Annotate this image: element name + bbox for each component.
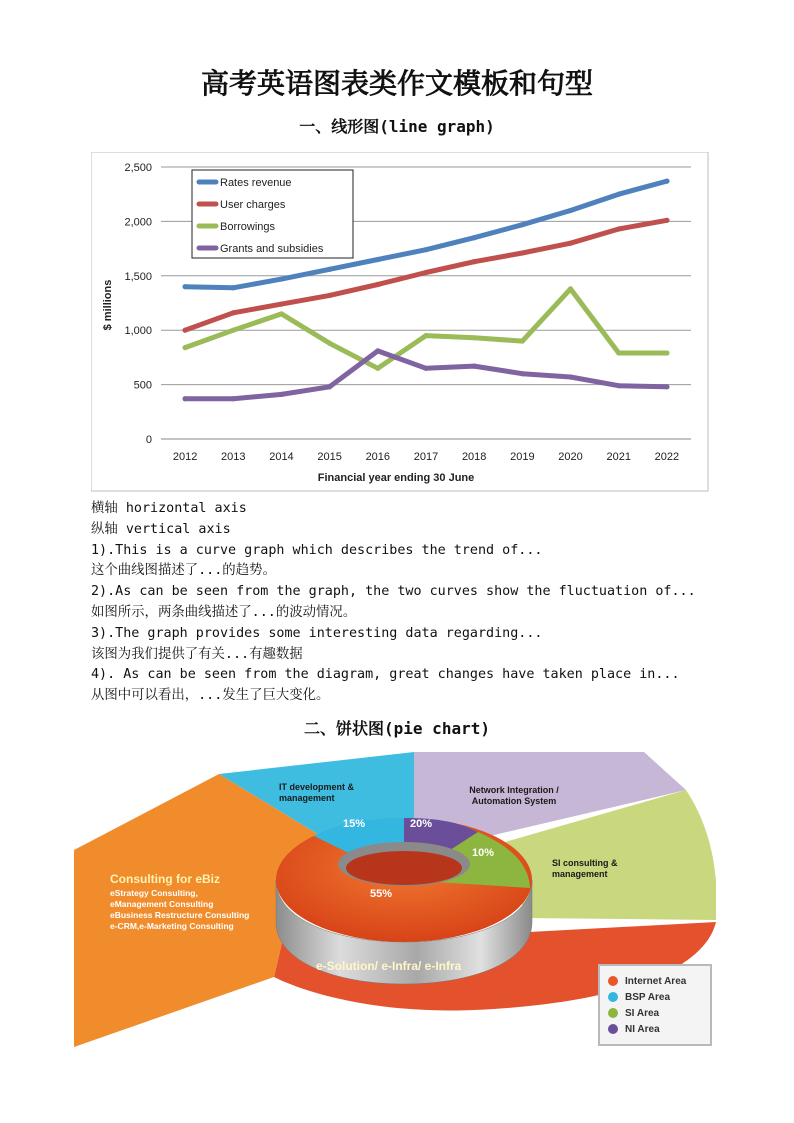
x-tick-label: 2014: [269, 451, 294, 463]
data-point: [279, 392, 284, 397]
consulting-line: eBusiness Restructure Consulting: [110, 910, 250, 920]
x-tick-label: 2018: [461, 451, 487, 463]
consulting-line: e-CRM,e-Marketing Consulting: [110, 921, 234, 931]
pie-legend: [598, 964, 712, 1046]
data-point: [520, 250, 525, 255]
pie-legend-label: BSP Area: [625, 992, 671, 1003]
data-point: [423, 270, 428, 275]
pie-legend-item: [608, 1007, 659, 1021]
legend-label: User charges: [220, 199, 286, 211]
data-point: [568, 208, 573, 213]
page-title: 高考英语图表类作文模板和句型: [200, 67, 593, 100]
legend-dot-icon: [608, 1024, 618, 1034]
data-point: [568, 241, 573, 246]
legend-dot-icon: [608, 992, 618, 1002]
data-point: [231, 396, 236, 401]
note-line: 从图中可以看出，...发生了巨大变化。: [91, 688, 330, 704]
x-axis-label: Financial year ending 30 June: [317, 472, 475, 484]
percent-si: 10%: [472, 847, 495, 859]
data-point: [616, 226, 621, 231]
data-point: [423, 333, 428, 338]
note-line: 横轴 horizontal axis: [91, 501, 247, 516]
consulting-line: eManagement Consulting: [110, 899, 214, 909]
pie-legend-item: [608, 975, 686, 989]
x-tick-label: 2022: [654, 451, 680, 463]
data-point: [327, 384, 332, 389]
line-graph: [91, 152, 709, 492]
data-point: [616, 350, 621, 355]
data-point: [664, 384, 669, 389]
label-e-solution: e-Solution/ e-Infra/ e-Infra: [316, 959, 462, 973]
x-tick-label: 2016: [365, 451, 391, 463]
pie-legend-item: [608, 991, 670, 1005]
consulting-title: Consulting for eBiz: [110, 872, 220, 886]
data-point: [520, 371, 525, 376]
x-tick-label: 2021: [606, 451, 631, 463]
y-tick-label: 1,000: [124, 325, 152, 338]
data-point: [568, 374, 573, 379]
data-point: [279, 276, 284, 281]
note-line: 这个曲线图描述了...的趋势。: [91, 563, 276, 579]
note-line: 3).The graph provides some interesting data regarding...: [91, 625, 543, 641]
percent-ni: 20%: [410, 818, 433, 830]
percent-bsp: 15%: [343, 818, 366, 830]
x-tick-label: 2012: [172, 451, 198, 463]
data-point: [231, 328, 236, 333]
pie-legend-label: NI Area: [625, 1024, 660, 1035]
data-point: [520, 222, 525, 227]
data-point: [182, 396, 187, 401]
data-point: [664, 350, 669, 355]
y-tick-label: 0: [145, 434, 152, 446]
x-tick-label: 2020: [558, 451, 583, 463]
y-tick-label: 1,500: [124, 270, 152, 283]
data-point: [375, 366, 380, 371]
data-point: [327, 341, 332, 346]
data-point: [520, 338, 525, 343]
notes-list: [91, 499, 731, 707]
chart-legend: [192, 170, 353, 258]
y-tick-label: 2,500: [124, 162, 152, 174]
data-point: [182, 345, 187, 350]
data-point: [472, 335, 477, 340]
note-line: 2).As can be seen from the graph, the two curves show the fluctuation of...: [91, 584, 696, 600]
data-point: [375, 348, 380, 353]
pie-legend-label: SI Area: [625, 1008, 660, 1019]
note-line: 4). As can be seen from the diagram, great changes have taken place in...: [91, 667, 680, 683]
pie-legend-item: [608, 1023, 660, 1037]
data-point: [327, 293, 332, 298]
legend-label: Grants and subsidies: [220, 243, 324, 255]
x-tick-label: 2019: [510, 451, 535, 463]
y-axis-label: $ millions: [102, 279, 114, 331]
y-tick-label: 500: [133, 379, 152, 392]
legend-dot-icon: [608, 1008, 618, 1018]
data-point: [616, 192, 621, 197]
data-point: [472, 364, 477, 369]
data-point: [664, 218, 669, 223]
pie-chart-panel: [74, 752, 716, 1047]
percent-internet: 55%: [370, 888, 393, 900]
data-point: [375, 282, 380, 287]
note-line: 1).This is a curve graph which describes the trend of...: [91, 542, 543, 558]
label-si-consulting: SI consulting & management: [552, 858, 618, 879]
x-tick-label: 2017: [413, 451, 439, 463]
pie-legend-label: Internet Area: [625, 976, 687, 987]
data-point: [423, 366, 428, 371]
data-point: [616, 383, 621, 388]
section-heading-pie-chart: 二、饼状图(pie chart): [304, 719, 490, 738]
data-point: [279, 301, 284, 306]
y-tick-label: 2,000: [124, 216, 152, 229]
note-line: 纵轴 vertical axis: [91, 521, 231, 537]
legend-label: Rates revenue: [220, 177, 292, 189]
note-line: 该图为我们提供了有关...有趣数据: [91, 646, 303, 662]
x-tick-label: 2015: [317, 451, 342, 463]
data-point: [231, 310, 236, 315]
data-point: [423, 247, 428, 252]
legend-label: Borrowings: [220, 221, 276, 233]
consulting-line: eStrategy Consulting,: [110, 888, 198, 898]
data-point: [568, 286, 573, 291]
legend-dot-icon: [608, 976, 618, 986]
data-point: [375, 257, 380, 262]
data-point: [472, 235, 477, 240]
data-point: [231, 285, 236, 290]
x-tick-label: 2013: [221, 451, 246, 463]
chart-frame: [91, 152, 708, 491]
data-point: [182, 328, 187, 333]
data-point: [327, 267, 332, 272]
label-it-development: IT development & management: [279, 782, 355, 803]
data-point: [182, 284, 187, 289]
note-line: 如图所示，两条曲线描述了...的波动情况。: [91, 604, 357, 620]
data-point: [472, 259, 477, 264]
data-point: [279, 311, 284, 316]
label-network-integration: Network Integration / Automation System: [469, 785, 559, 806]
donut-hole-inner: [346, 851, 462, 885]
data-point: [664, 179, 669, 184]
section-heading-line-graph: 一、线形图(line graph): [299, 117, 495, 136]
